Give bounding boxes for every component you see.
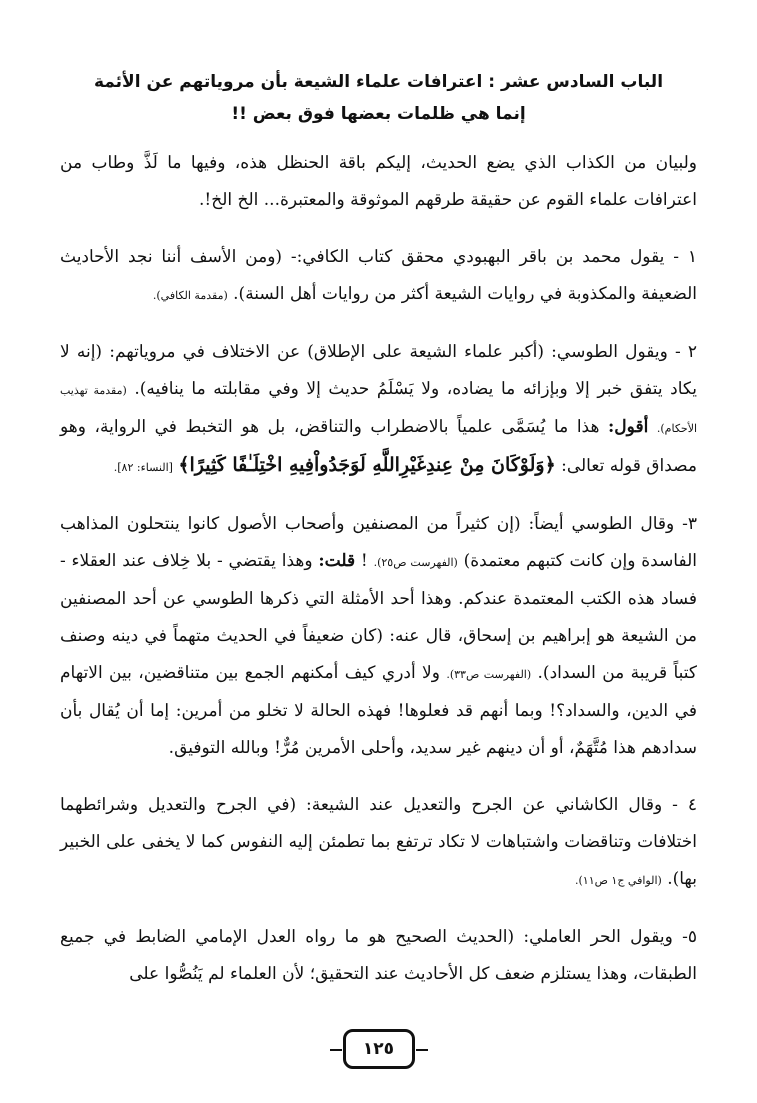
paragraph-3 [60,506,697,767]
paragraph-3-citation-2: (الفهرست ص٣٣). [446,668,532,681]
paragraph-3-conclusion: ولا أدري كيف أمكنهم الجمع بين متناقضين، بين الاتهام في الدين، والسداد؟! وبما أنهم قد فعلوها! فهذه الحالة لا تخلو من أمرين: إما أن يُقال بأن سدادهم هذا مُتَّهَمٌ، أو أن دينهم غير سديد، وأحلى الأمرين مُرٌّ! وبالله التوفيق. [60,663,697,758]
page-number: ١٢٥ [343,1029,415,1069]
paragraph-3-citation: (الفهرست ص٢٥). [373,556,458,569]
document-page [60,0,697,1103]
paragraph-4 [60,787,697,899]
paragraph-1 [60,239,697,314]
chapter-title-line2: إنما هي ظلمات بعضها فوق بعض !! [231,104,526,124]
intro-paragraph [60,145,697,219]
paragraph-2-citation: (مقدمة تهذيب الأحكام). [60,384,698,435]
paragraph-5-text: ٥- ويقول الحر العاملي: (الحديث الصحيح هو ما رواه العدل الإمامي الضابط في جميع الطبقات، وهذا يستلزم ضعف كل الأحاديث عند التحقيق؛ لأن العلماء لم يَنُصُّوا على [60,927,697,984]
paragraph-5 [60,919,697,993]
document-body [60,145,697,1013]
paragraph-2-keyword: أقول: [608,417,649,437]
paragraph-2 [60,334,697,486]
chapter-title-line1: الباب السادس عشر : اعترافات علماء الشيعة بأن مروياتهم عن الأئمة [93,72,664,92]
chapter-title [60,66,697,130]
paragraph-3-comment: وهذا يقتضي - بلا خِلاف عند العقلاء - فساد هذه الكتب المعتمدة عندكم. وهذا أحد الأمثلة التي ذكرها الطوسي عن أحد المصنفين من الشيعة هو إبراهيم بن إسحاق، قال عنه: (كان ضعيفاً في الحديث متهماً في دينه وصنف كتباً قريبة من السداد). [60,551,698,683]
intro-text: ولبيان من الكذاب الذي يضع الحديث، إليكم باقة الحنظل هذه، وفيها ما لَذَّ وطاب من اعترافات علماء القوم عن حقيقة طرقهم الموثوقة والمعتبرة... الخ الخ!. [60,153,697,210]
paragraph-1-text: ١ - يقول محمد بن باقر البهبودي محقق كتاب الكافي:- (ومن الأسف أننا نجد الأحاديث الضعيفة والمكذوبة في روايات الشيعة أكثر من روايات أهل السنة). [60,247,697,304]
quran-citation: [النساء: ٨٢]. [113,461,173,474]
paragraph-3-exclaim: ! [360,551,368,571]
paragraph-2-comment: هذا ما يُسَمَّى علمياً بالاضطراب والتناقض، بل هو التخبط في الرواية، وهو مصداق قوله تعالى: [60,417,697,476]
paragraph-4-text: ٤ - وقال الكاشاني عن الجرح والتعديل عند الشيعة: (في الجرح والتعديل وشرائطهما اختلافات وتناقضات واشتباهات لا تكاد ترتفع بما تطمئن إليه النفوس كما لا يخفى على الخبير بها). [60,795,697,889]
paragraph-4-citation: (الوافي ج١ ص١١). [574,874,662,887]
paragraph-3-text: ٣- وقال الطوسي أيضاً: (إن كثيراً من المصنفين وأصحاب الأصول كانوا ينتحلون المذاهب الفاسدة وإن كانت كتبهم معتمدة) [60,514,697,571]
paragraph-1-citation: (مقدمة الكافي). [152,289,228,302]
paragraph-2-text: ٢ - ويقول الطوسي: (أكبر علماء الشيعة على الإطلاق) عن الاختلاف في مروياتهم: (إنه لا يكاد يتفق خبر إلا وبإزائه ما يضاده، ولا يَسْلَمُ حديث إلا وفي مقابلته ما ينافيه). [60,342,698,399]
quran-verse: ﴿وَلَوْكَانَ مِنْ عِندِغَيْرِاللَّهِ لَوَجَدُواْفِيهِ اخْتِلَـٰفًا كَثِيرًا﴾ [178,454,556,476]
paragraph-3-keyword: قلت: [318,551,356,571]
